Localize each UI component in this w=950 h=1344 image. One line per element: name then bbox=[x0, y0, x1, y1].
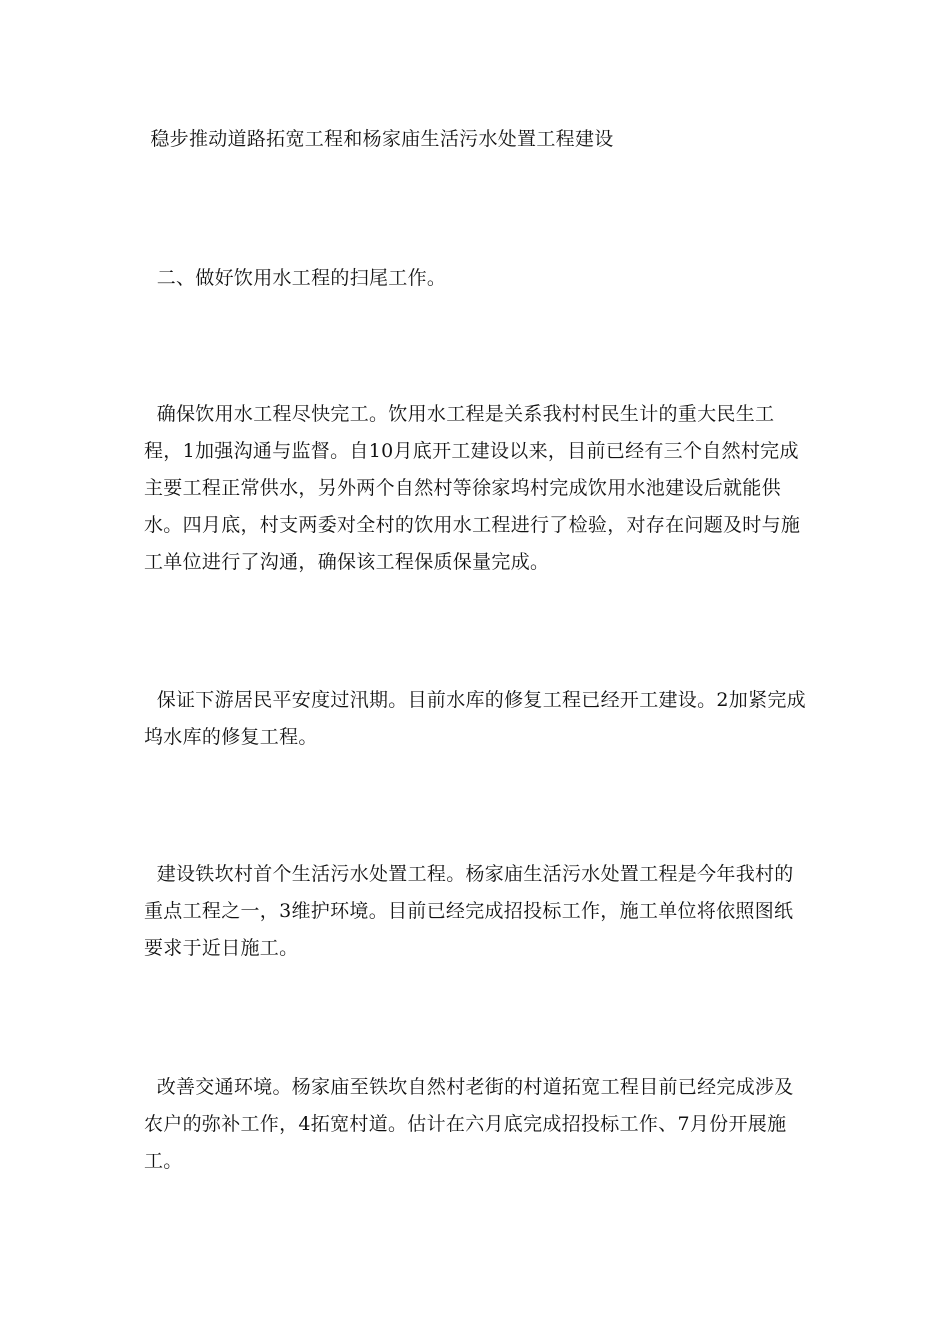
paragraph-drinking-water: 确保饮用水工程尽快完工。饮用水工程是关系我村村民生计的重大民生工程，1加强沟通与监督。自10月底开工建设以来，目前已经有三个自然村完成主要工程正常供水，另外两个自然村等徐家坞村完成饮用水池建设后就能供水。四月底，村支两委对全村的饮用水工程进行了检验，对存在问题及时与施工单位进行了沟通，确保该工程保质保量完成。 bbox=[144, 403, 801, 573]
section-heading: 二、做好饮用水工程的扫尾工作。 bbox=[144, 267, 447, 289]
paragraph-traffic: 改善交通环境。杨家庙至铁坎自然村老街的村道拓宽工程目前已经完成涉及农户的弥补工作，4拓宽村道。估计在六月底完成招投标工作、7月份开展施工。 bbox=[144, 1076, 794, 1172]
paragraph-reservoir: 保证下游居民平安度过汛期。目前水库的修复工程已经开工建设。2加紧完成坞水库的修复工程。 bbox=[144, 689, 806, 748]
paragraph-sewage: 建设铁坎村首个生活污水处置工程。杨家庙生活污水处置工程是今年我村的重点工程之一，3维护环境。目前已经完成招投标工作，施工单位将依照图纸要求于近日施工。 bbox=[144, 863, 794, 959]
paragraph-heading: 稳步推动道路拓宽工程和杨家庙生活污水处置工程建设 bbox=[144, 128, 614, 150]
